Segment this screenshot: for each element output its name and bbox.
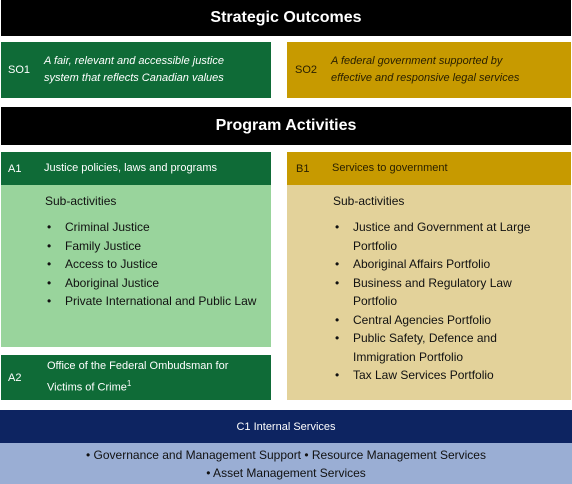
internal-services-header [0, 410, 572, 443]
list-item: • Justice and Government at Large Portfolio [335, 218, 557, 255]
strategic-outcomes-title: Strategic Outcomes [210, 9, 362, 26]
internal-services-line-2: • Asset Management Services [206, 466, 366, 480]
a2-code: A2 [8, 371, 22, 384]
program-activities-title: Program Activities [215, 117, 357, 134]
a1-code: A1 [8, 162, 22, 175]
internal-services-title: C1 Internal Services [236, 420, 336, 433]
list-item: • Tax Law Services Portfolio [335, 366, 557, 385]
list-item: • Aboriginal Justice [47, 274, 257, 293]
b1-sub-activities-panel [287, 185, 571, 400]
so2-box [287, 42, 571, 98]
list-item: • Aboriginal Affairs Portfolio [335, 255, 557, 274]
b1-code: B1 [296, 162, 310, 175]
so1-text: A fair, relevant and accessible justice system that reflects Canadian values [44, 55, 224, 84]
a2-box [1, 355, 271, 400]
a1-sub-activities-list [47, 218, 257, 311]
list-item: • Public Safety, Defence and Immigration Portfolio [335, 329, 557, 366]
internal-services-body [0, 443, 572, 484]
b1-title: Services to government [332, 162, 448, 174]
internal-services-line-1: • Governance and Management Support • Resource Management Services [86, 448, 486, 462]
b1-sub-activities-title: Sub-activities [333, 194, 405, 208]
a1-header [1, 152, 271, 185]
b1-header [287, 152, 571, 185]
a1-sub-activities-title: Sub-activities [45, 194, 117, 208]
so2-text: A federal government supported by effective and responsive legal services [331, 55, 520, 84]
strategic-outcomes-header [1, 0, 571, 36]
list-item: • Private International and Public Law [47, 292, 257, 311]
a2-title: Office of the Federal Ombudsman for Victims of Crime [47, 360, 229, 394]
list-item: • Access to Justice [47, 255, 257, 274]
a2-footnote: 1 [126, 379, 132, 389]
list-item: • Criminal Justice [47, 218, 257, 237]
a1-sub-activities-panel [1, 185, 271, 347]
a2-title-wrap [44, 358, 262, 397]
a1-title: Justice policies, laws and programs [44, 162, 218, 174]
so1-code: SO1 [8, 64, 31, 76]
so1-box [1, 42, 271, 98]
so2-code: SO2 [295, 64, 318, 76]
b1-sub-activities-list [335, 218, 557, 385]
list-item: • Family Justice [47, 237, 257, 256]
program-activities-header [1, 107, 571, 145]
list-item: • Central Agencies Portfolio [335, 311, 557, 330]
list-item: • Business and Regulatory Law Portfolio [335, 274, 557, 311]
